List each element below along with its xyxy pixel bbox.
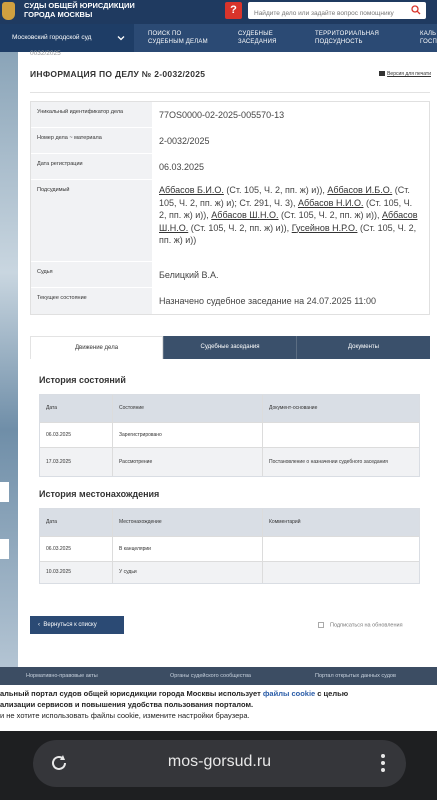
info-row-defendants [31,180,429,262]
tab-case-movement[interactable]: Движение дела [30,336,163,359]
site-footer [0,667,437,685]
footer-link-legal-acts[interactable]: Нормативно-правовые акты [26,673,98,679]
print-link[interactable] [379,71,431,77]
page-title: ИНФОРМАЦИЯ ПО ДЕЛУ № 2-0032/2025 [30,69,206,79]
side-tab[interactable] [0,539,9,559]
table-cell [263,537,419,561]
nav-case-search[interactable]: ПОИСК ПО СУДЕБНЫМ ДЕЛАМ [148,31,208,45]
table-header [40,395,419,422]
table-cell: 17.03.2025 [40,448,113,476]
info-value-case-number: 2-0032/2025 [152,128,429,153]
defendant-link[interactable]: Аббасов Ш.Н.О. [211,210,279,220]
cookie-link[interactable]: файлы cookie [262,689,316,698]
search-box [248,2,426,19]
cookie-text: альный портал судов общей юрисдикции города Москвы использует [0,689,263,698]
info-row-case-number [31,128,429,154]
info-label: Судья [31,262,152,287]
print-link-label: Версия для печати [387,71,431,77]
case-info-table [30,101,430,315]
table-row [40,561,419,583]
printer-icon [379,71,385,76]
side-tab[interactable] [0,482,9,502]
table-cell: Постановление о назначении судебного заседания [269,458,388,465]
defendant-link[interactable]: Аббасов Н.И.О. [297,197,364,208]
location-history-table [39,508,420,584]
table-cell: 10.03.2025 [40,562,113,583]
site-name[interactable]: СУДЫ ОБЩЕЙ ЮРИСДИКЦИИ ГОРОДА МОСКВЫ [24,1,135,19]
table-cell: У судьи [113,562,263,583]
subscribe-toggle[interactable] [318,622,403,628]
column-header: Состояние [113,395,263,422]
court-select-label: Московский городской суд [12,34,92,41]
table-row [40,447,419,476]
column-header: Дата [40,395,113,422]
site-header [0,0,437,24]
table-cell: 06.03.2025 [40,423,113,447]
defendants-list [152,180,429,261]
chevron-down-icon [117,34,125,42]
nav-territorial-jurisdiction[interactable]: ТЕРРИТОРИАЛЬНАЯ ПОДСУДНОСТЬ [315,31,380,45]
tab-court-sessions[interactable]: Судебные заседания [163,336,296,359]
nav-calendar[interactable]: КАЛЬ ГОСП [420,31,437,45]
column-header: Местонахождение [113,509,263,536]
cookie-line-3: и не хотите использовать файлы cookie, измените настройки браузера. [0,711,250,720]
case-tabs [30,336,430,359]
help-button[interactable]: ? [225,2,242,19]
back-button-label: Вернуться к списку [43,622,97,628]
table-header [40,509,419,536]
search-icon[interactable] [411,5,421,15]
more-vert-icon[interactable] [380,752,386,774]
info-row-status [31,288,429,314]
table-cell [263,562,419,583]
info-label: Подсудимый [31,180,152,261]
cookie-text: с целью [315,689,349,698]
case-card [18,52,437,667]
main-nav [0,24,437,52]
browser-toolbar [0,731,437,800]
nav-court-sessions[interactable]: СУДЕБНЫЕ ЗАСЕДАНИЯ [238,31,277,45]
info-value-registration-date: 06.03.2025 [152,154,429,179]
defendant-link[interactable]: Аббасов Б.И.О. [159,185,224,195]
url-text: mos-gorsud.ru [167,753,272,770]
defendant-charge: (Ст. 105, Ч. 2, пп. ж) и); Ст. 291, Ч. 3), [159,185,410,208]
search-input[interactable] [248,5,403,22]
defendant-link[interactable]: Аббасов Ш.Н.О. [159,210,418,233]
defendant-link[interactable]: Аббасов И.Б.О. [327,185,393,195]
defendant-charge: (Ст. 105, Ч. 2, пп. ж) и)), [188,222,292,233]
chevron-left-icon: ‹ [38,622,40,628]
address-bar[interactable] [33,740,406,787]
info-label: Текущее состояние [31,288,152,314]
table-row [40,422,419,447]
coat-of-arms-logo[interactable] [2,2,15,20]
subscribe-label: Подписаться на обновления [330,622,403,629]
info-value-status: Назначено судебное заседание на 24.07.2025 11:00 [152,288,429,314]
cookie-line-2 [0,699,437,710]
status-history-table [39,394,420,477]
footer-link-judicial-community[interactable]: Органы судейского сообщества [170,673,251,679]
cookie-text: ализации сервисов и повышения удобства пользования порталом. [0,700,254,709]
info-label: Уникальный идентификатор дела [31,102,152,127]
table-row [40,536,419,561]
subscribe-checkbox[interactable] [318,622,324,628]
table-cell: В канцелярии [113,537,263,561]
table-cell: Рассмотрение [113,448,263,476]
defendant-charge: (Ст. 105, Ч. 2, пп. ж) и)), [223,185,328,195]
cookie-line-1 [0,688,437,699]
location-history-title: История местонахождения [39,489,160,499]
defendant-charge: (Ст. 105, Ч. 2, пп. ж) и)) [159,222,417,245]
info-row-registration-date [31,154,429,180]
tab-documents[interactable]: Документы [296,336,430,359]
info-row-uid [31,102,429,128]
column-header: Дата [40,509,113,536]
divider [30,92,430,93]
defendant-link[interactable]: Гусейнов Н.Р.О. [291,222,358,233]
info-value-judge: Белицкий В.А. [152,262,429,287]
defendant-charge: (Ст. 105, Ч. 2, пп. ж) и)), [278,210,382,220]
table-cell: Зарегистрировано [113,423,263,447]
column-header: Документ-основание [269,405,318,411]
column-header: Комментарий [269,519,301,525]
back-to-list-button[interactable] [30,616,124,634]
info-label: Номер дела ~ материала [31,128,152,153]
court-select[interactable] [0,24,134,52]
info-value-uid: 77OS0000-02-2025-005570-13 [152,102,429,127]
info-label: Дата регистрации [31,154,152,179]
case-top-number: 0032/2025 [30,50,61,57]
info-row-judge [31,262,429,288]
footer-link-open-data[interactable]: Портал открытых данных судов [315,673,396,679]
background-image [0,52,18,682]
cookie-banner [0,685,437,731]
table-cell: 06.03.2025 [40,537,113,561]
defendant-charge: (Ст. 105, Ч. 2, пп. ж) и)), [159,197,413,220]
status-history-title: История состояний [39,375,126,385]
table-cell [263,423,419,447]
